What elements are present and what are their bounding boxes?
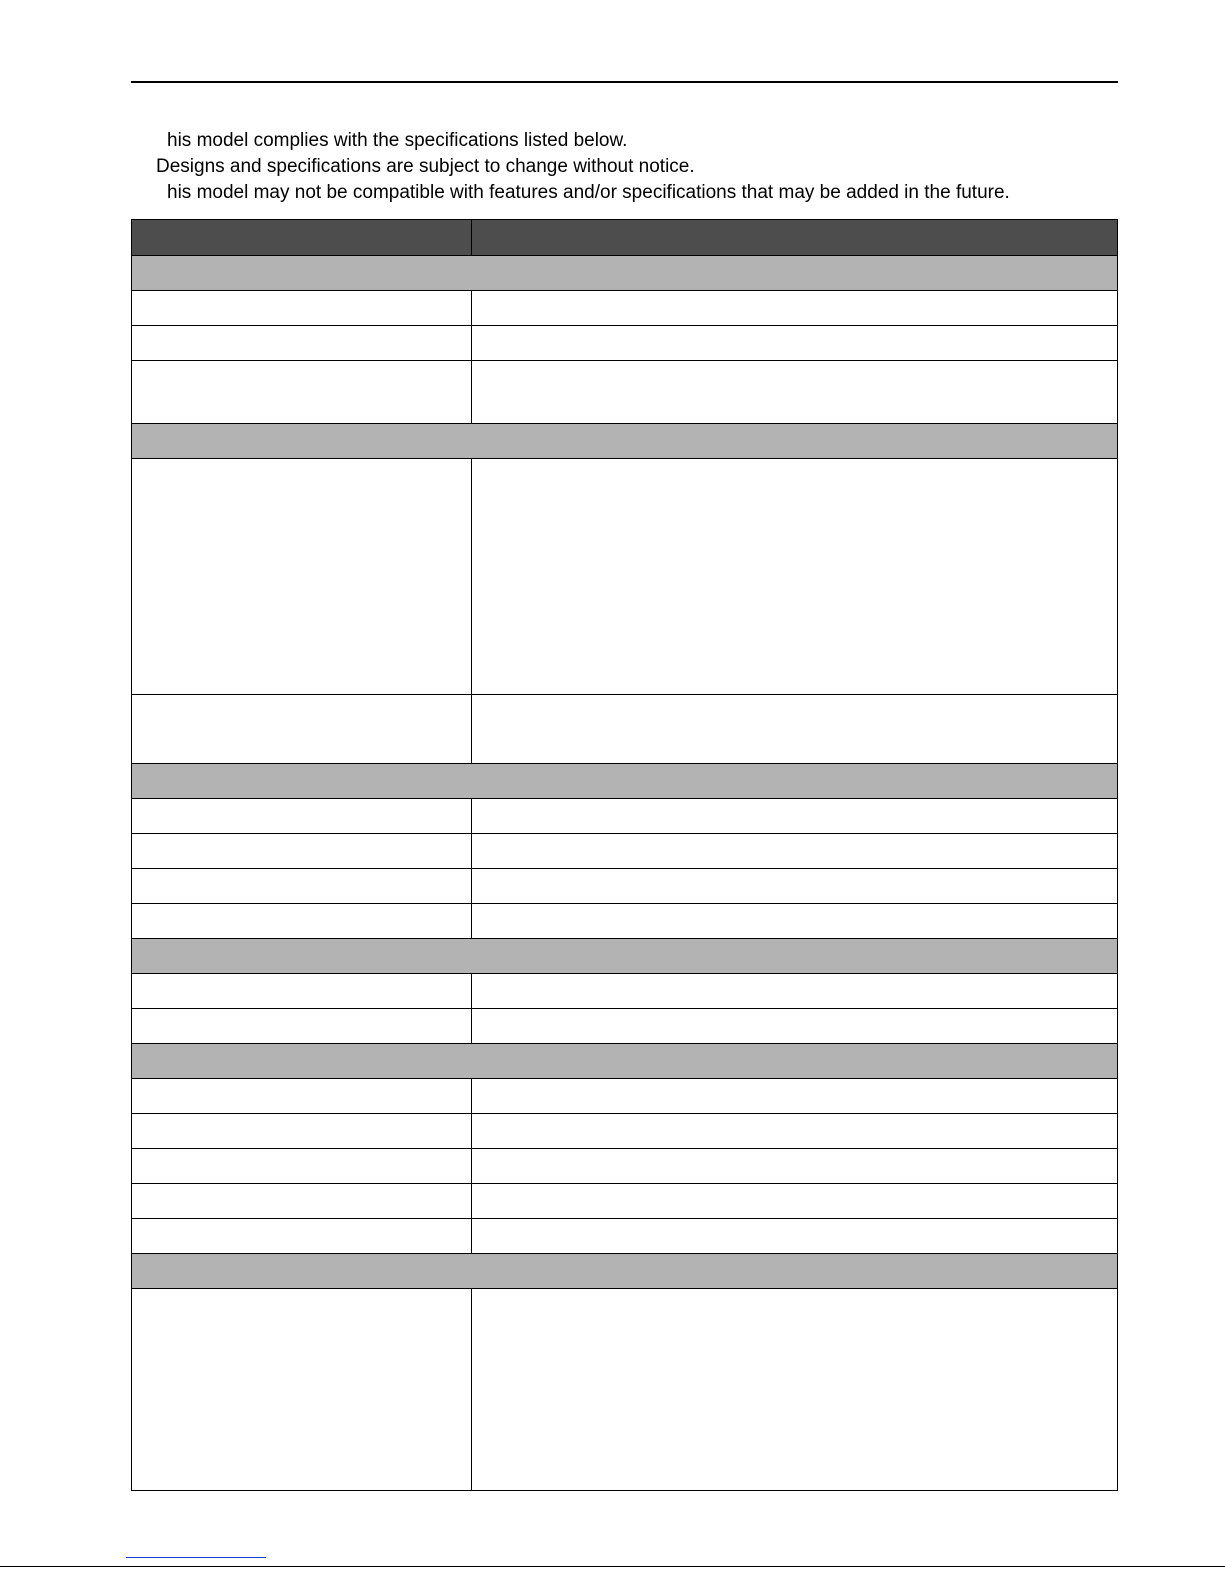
table-row — [132, 1114, 1118, 1149]
spec-value — [472, 974, 1118, 1009]
spec-item — [132, 459, 472, 695]
table-row — [132, 361, 1118, 424]
spec-value — [472, 1184, 1118, 1219]
spec-value — [472, 799, 1118, 834]
table-row — [132, 799, 1118, 834]
spec-item — [132, 869, 472, 904]
section-label — [132, 1044, 1118, 1079]
specifications-table — [131, 219, 1118, 1491]
header-value — [472, 220, 1118, 256]
section-row — [132, 256, 1118, 291]
spec-value — [472, 326, 1118, 361]
spec-item — [132, 1114, 472, 1149]
section-label — [132, 764, 1118, 799]
table-row — [132, 834, 1118, 869]
spec-item — [132, 361, 472, 424]
header-item — [132, 220, 472, 256]
spec-value — [472, 361, 1118, 424]
spec-item — [132, 695, 472, 764]
top-rule — [131, 81, 1118, 83]
spec-item — [132, 799, 472, 834]
section-row — [132, 1254, 1118, 1289]
spec-value — [472, 869, 1118, 904]
spec-item — [132, 834, 472, 869]
spec-value — [472, 834, 1118, 869]
section-label — [132, 939, 1118, 974]
spec-item — [132, 1184, 472, 1219]
spec-item — [132, 291, 472, 326]
spec-value — [472, 1114, 1118, 1149]
section-row — [132, 939, 1118, 974]
table-row — [132, 1009, 1118, 1044]
spec-value — [472, 291, 1118, 326]
spec-item — [132, 1079, 472, 1114]
spec-value — [472, 695, 1118, 764]
table-row — [132, 695, 1118, 764]
spec-value — [472, 1219, 1118, 1254]
intro-line-compatibility: his model may not be compatible with features and/or specifications that may be added in the future. — [167, 182, 1010, 203]
section-label — [132, 256, 1118, 291]
table-row — [132, 459, 1118, 695]
footer-link-underline[interactable] — [126, 1557, 266, 1558]
spec-item — [132, 1289, 472, 1491]
table-row — [132, 1149, 1118, 1184]
section-row — [132, 424, 1118, 459]
spec-item — [132, 1009, 472, 1044]
section-row — [132, 1044, 1118, 1079]
bottom-rule — [0, 1566, 1225, 1567]
table-row — [132, 974, 1118, 1009]
spec-item — [132, 974, 472, 1009]
section-label — [132, 1254, 1118, 1289]
spec-value — [472, 1009, 1118, 1044]
intro-notes — [131, 128, 1118, 206]
table-header-row — [132, 220, 1118, 256]
table-row — [132, 1184, 1118, 1219]
intro-line-compliance: his model complies with the specifications listed below. — [167, 130, 628, 151]
section-row — [132, 764, 1118, 799]
table-row — [132, 1079, 1118, 1114]
spec-item — [132, 1149, 472, 1184]
spec-value — [472, 1149, 1118, 1184]
spec-value — [472, 1289, 1118, 1491]
spec-item — [132, 1219, 472, 1254]
table-row — [132, 326, 1118, 361]
table-row — [132, 291, 1118, 326]
spec-value — [472, 904, 1118, 939]
spec-item — [132, 326, 472, 361]
spec-value — [472, 459, 1118, 695]
intro-line-change-notice: Designs and specifications are subject to change without notice. — [156, 156, 695, 177]
table-row — [132, 1219, 1118, 1254]
table-row — [132, 904, 1118, 939]
specifications-body — [132, 256, 1118, 1491]
spec-item — [132, 904, 472, 939]
spec-value — [472, 1079, 1118, 1114]
table-row — [132, 1289, 1118, 1491]
table-row — [132, 869, 1118, 904]
section-label — [132, 424, 1118, 459]
